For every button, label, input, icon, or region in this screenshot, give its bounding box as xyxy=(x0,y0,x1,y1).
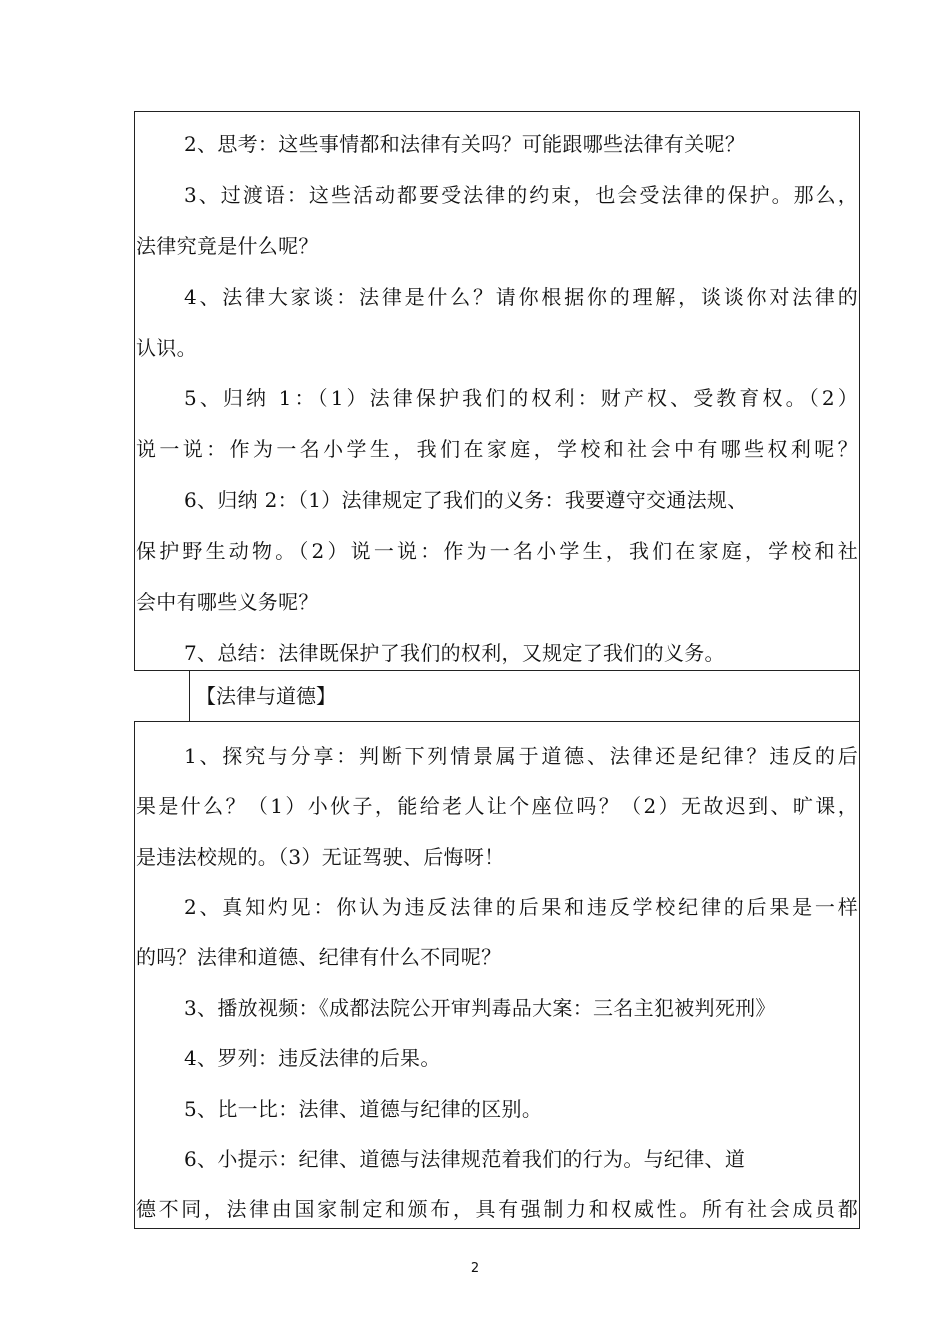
paragraph-line: 1、探究与分享：判断下列情景属于道德、法律还是纪律？违反的后 xyxy=(184,744,858,768)
paragraph-line: 德不同，法律由国家制定和颁布，具有强制力和权威性。所有社会成员都 xyxy=(136,1197,858,1221)
paragraph-line: 3、过渡语：这些活动都要受法律的约束，也会受法律的保护。那么， xyxy=(184,183,858,207)
paragraph-line: 认识。 xyxy=(136,336,197,360)
paragraph-line: 6、归纳 2：（1）法律规定了我们的义务：我要遵守交通法规、 xyxy=(184,488,748,512)
paragraph-line: 保护野生动物。（2）说一说：作为一名小学生，我们在家庭，学校和社 xyxy=(136,539,858,563)
paragraph-line: 7、总结：法律既保护了我们的权利，又规定了我们的义务。 xyxy=(184,641,725,665)
paragraph-line: 4、法律大家谈：法律是什么？请你根据你的理解，谈谈你对法律的 xyxy=(184,285,858,309)
paragraph-line: 是违法校规的。（3）无证驾驶、后悔呀！ xyxy=(136,845,505,869)
paragraph-line: 说一说：作为一名小学生，我们在家庭，学校和社会中有哪些权利呢？ xyxy=(136,437,858,461)
paragraph-line: 3、播放视频：《成都法院公开审判毒品大案：三名主犯被判死刑》 xyxy=(184,996,776,1020)
page-number: 2 xyxy=(470,1261,480,1276)
paragraph-line: 2、真知灼见：你认为违反法律的后果和违反学校纪律的后果是一样 xyxy=(184,895,858,919)
paragraph-line: 果是什么？（1）小伙子，能给老人让个座位吗？（2）无故迟到、旷课， xyxy=(136,794,858,818)
paragraph-line: 5、归纳 1：（1）法律保护我们的权利：财产权、受教育权。（2） xyxy=(184,386,858,410)
paragraph-line: 4、罗列：违反法律的后果。 xyxy=(184,1046,441,1070)
paragraph-line: 6、小提示：纪律、道德与法律规范着我们的行为。与纪律、道 xyxy=(184,1147,746,1171)
section-heading: 【法律与道德】 xyxy=(196,684,336,708)
paragraph-line: 法律究竟是什么呢？ xyxy=(136,234,319,258)
paragraph-line: 2、思考：这些事情都和法律有关吗？可能跟哪些法律有关呢？ xyxy=(184,132,746,156)
paragraph-line: 的吗？法律和道德、纪律有什么不同呢？ xyxy=(136,945,502,969)
paragraph-line: 会中有哪些义务呢？ xyxy=(136,590,319,614)
paragraph-line: 5、比一比：法律、道德与纪律的区别。 xyxy=(184,1097,543,1121)
